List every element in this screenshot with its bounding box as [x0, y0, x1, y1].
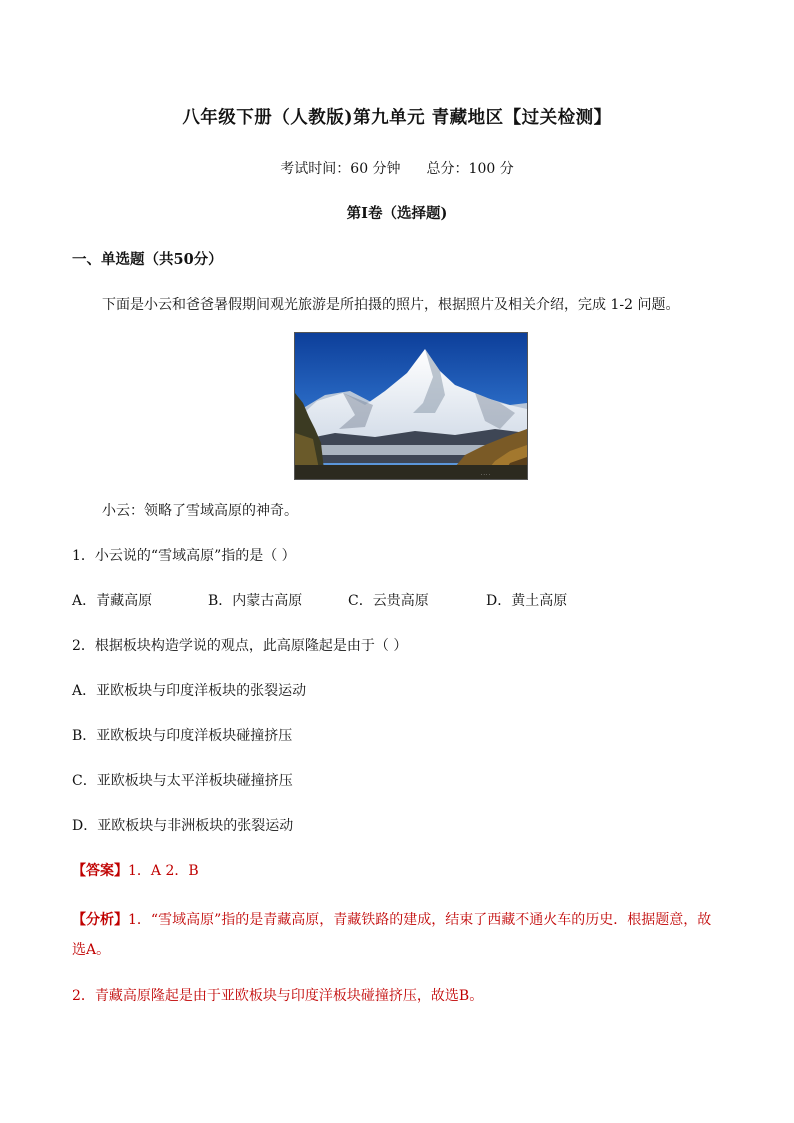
analysis-block — [72, 905, 722, 965]
q2-option-d[interactable]: D．亚欧板块与非洲板块的张裂运动 — [72, 818, 294, 834]
q1-option-c[interactable]: C．云贵高原 — [348, 593, 429, 609]
q1-option-a[interactable]: A．青藏高原 — [72, 593, 153, 609]
volume-heading: 第Ⅰ卷（选择题) — [346, 205, 448, 222]
q1-option-d[interactable]: D．黄土高原 — [486, 593, 568, 609]
question-intro: 下面是小云和爸爸暑假期间观光旅游是所拍摄的照片，根据照片及相关介绍，完成 1-2 问题。 — [102, 297, 680, 313]
answer-tag: 【答案】 — [72, 863, 128, 879]
image-caption: 小云：领略了雪域高原的神奇。 — [102, 503, 298, 519]
exam-time: 考试时间：60 分钟 — [280, 161, 401, 177]
analysis-line-2: 2．青藏高原隆起是由于亚欧板块与印度洋板块碰撞挤压，故选B。 — [72, 988, 484, 1004]
section-heading: 一、单选题（共50分） — [72, 251, 223, 268]
q2-option-b[interactable]: B．亚欧板块与印度洋板块碰撞挤压 — [72, 728, 293, 744]
answer-text: 1．A 2．B — [128, 863, 199, 879]
photo-watermark: · · · · — [481, 472, 490, 477]
exam-meta — [0, 158, 794, 178]
question-1-stem: 1．小云说的“雪域高原”指的是（ ） — [72, 548, 296, 564]
q2-option-a[interactable]: A．亚欧板块与印度洋板块的张裂运动 — [72, 683, 307, 699]
answer-line — [72, 860, 199, 880]
document-title: 八年级下册（人教版)第九单元 青藏地区【过关检测】 — [182, 108, 612, 128]
exam-score: 总分：100 分 — [426, 161, 514, 177]
mountain-photo — [294, 332, 528, 480]
question-2-stem: 2．根据板块构造学说的观点，此高原隆起是由于（ ） — [72, 638, 408, 654]
analysis-tag: 【分析】 — [72, 912, 128, 928]
analysis-line-1: 1．“雪域高原”指的是青藏高原，青藏铁路的建成，结束了西藏不通火车的历史．根据题意，故选A。 — [72, 912, 712, 958]
q1-option-b[interactable]: B．内蒙古高原 — [208, 593, 303, 609]
snow-mountain-image — [295, 333, 527, 479]
q2-option-c[interactable]: C．亚欧板块与太平洋板块碰撞挤压 — [72, 773, 293, 789]
